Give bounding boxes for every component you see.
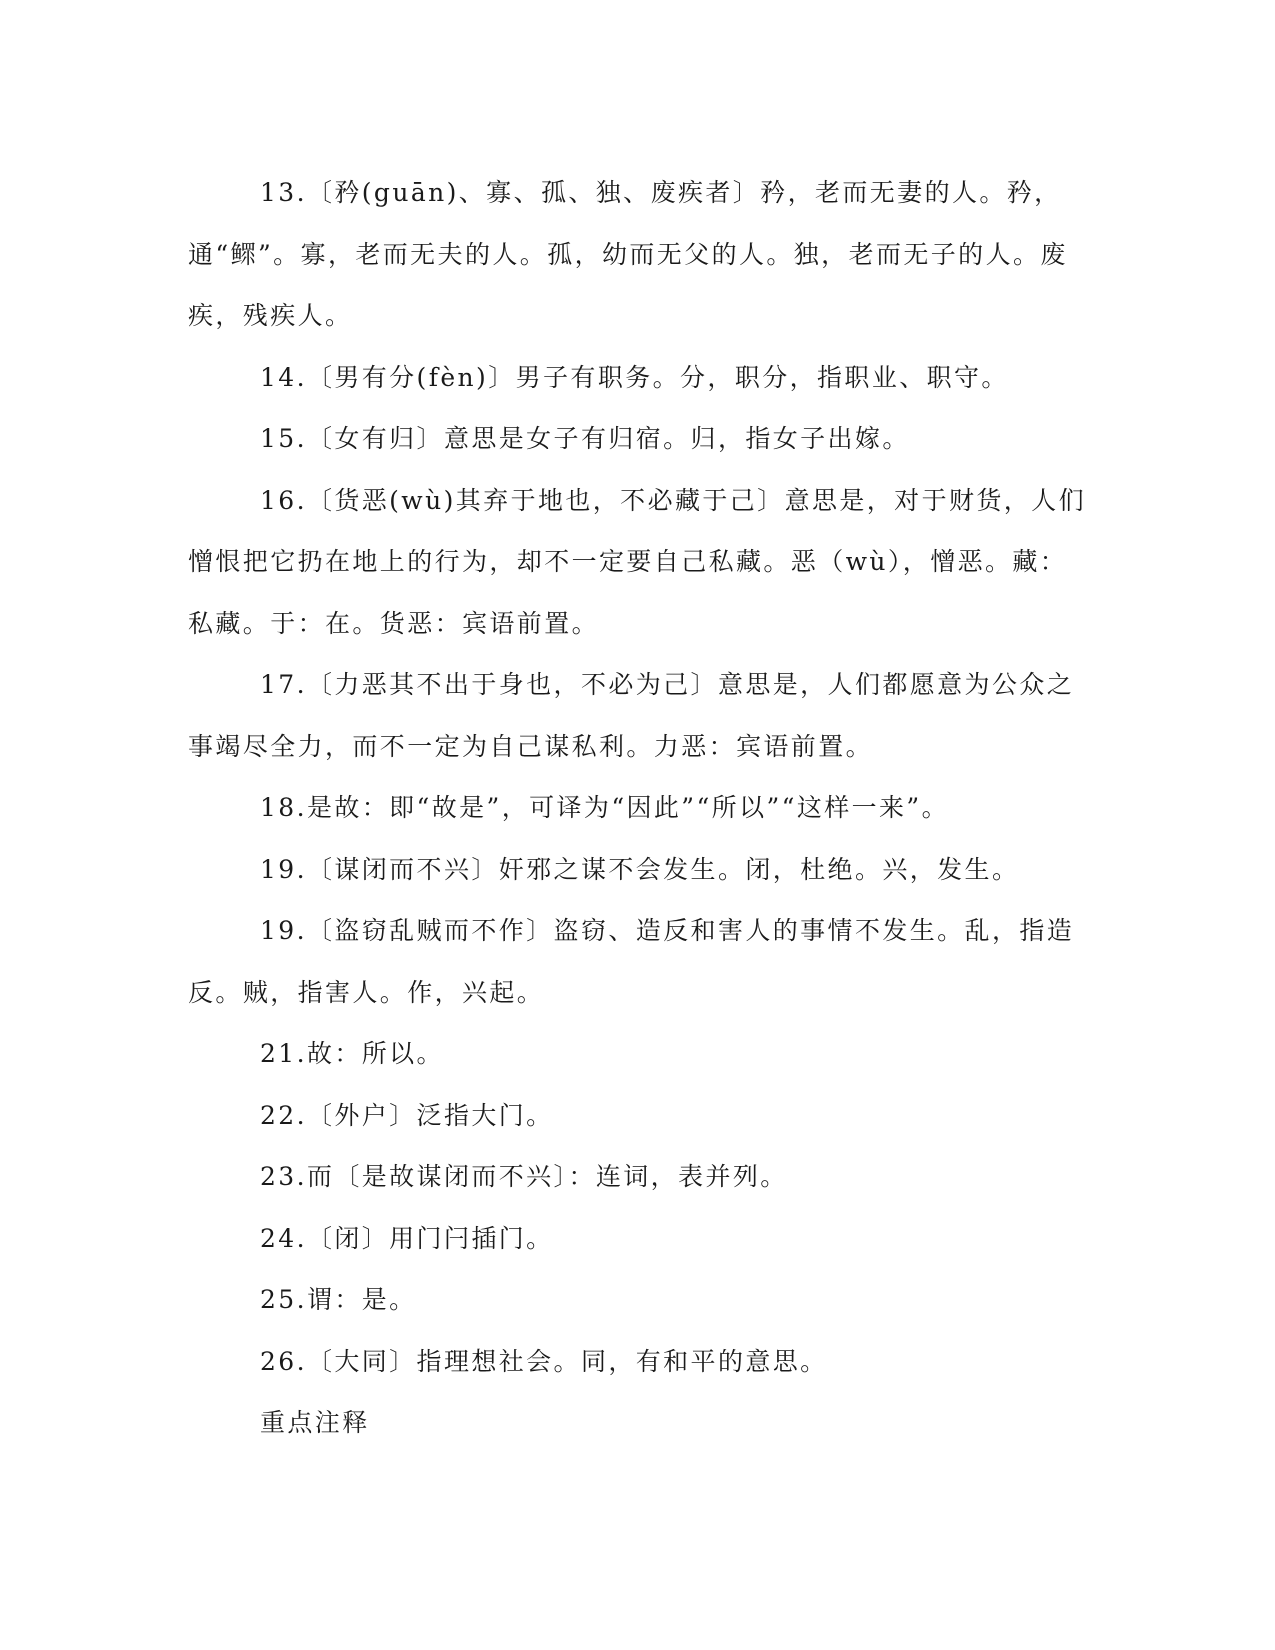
annotation-21: 21.故：所以。 xyxy=(260,1039,444,1068)
annotation-26: 26.〔大同〕指理想社会。同，有和平的意思。 xyxy=(260,1346,828,1376)
annotation-15: 15.〔女有归〕意思是女子有归宿。归，指女子出嫁。 xyxy=(260,424,910,453)
annotation-23: 23.而〔是故谋闭而不兴〕：连词，表并列。 xyxy=(260,1162,788,1191)
annotation-17: 17.〔力恶其不出于身也，不必为己〕意思是，人们都愿意为公众之事竭尽全力，而不一定为自己谋私利。力恶：宾语前置。 xyxy=(188,670,1075,761)
section-heading: 重点注释 xyxy=(260,1408,370,1437)
annotation-14: 14.〔男有分(fèn)〕男子有职务。分，职分，指职业、职守。 xyxy=(260,362,1009,392)
document-body xyxy=(188,162,1088,1454)
annotation-22: 22.〔外户〕泛指大门。 xyxy=(260,1100,554,1130)
annotation-13: 13.〔矜(guān)、寡、孤、独、废疾者〕矜，老而无妻的人。矜，通“鳏”。寡，老而无夫的人。孤，幼而无父的人。独，老而无子的人。废疾，残疾人。 xyxy=(188,178,1068,330)
annotation-16: 16.〔货恶(wù)其弃于地也，不必藏于己〕意思是，对于财货，人们憎恨把它扔在地上的行为，却不一定要自己私藏。恶（wù），憎恶。藏：私藏。于：在。货恶：宾语前置。 xyxy=(188,485,1086,638)
annotation-24: 24.〔闭〕用门闩插门。 xyxy=(260,1223,554,1253)
annotation-25: 25.谓：是。 xyxy=(260,1285,417,1314)
annotation-19a: 19.〔谋闭而不兴〕奸邪之谋不会发生。闭，杜绝。兴，发生。 xyxy=(260,854,1020,884)
annotation-18: 18.是故：即“故是”，可译为“因此”“所以”“这样一来”。 xyxy=(260,793,950,822)
annotation-19b: 19.〔盗窃乱贼而不作〕盗窃、造反和害人的事情不发生。乱，指造反。贼，指害人。作，兴起。 xyxy=(188,916,1075,1007)
